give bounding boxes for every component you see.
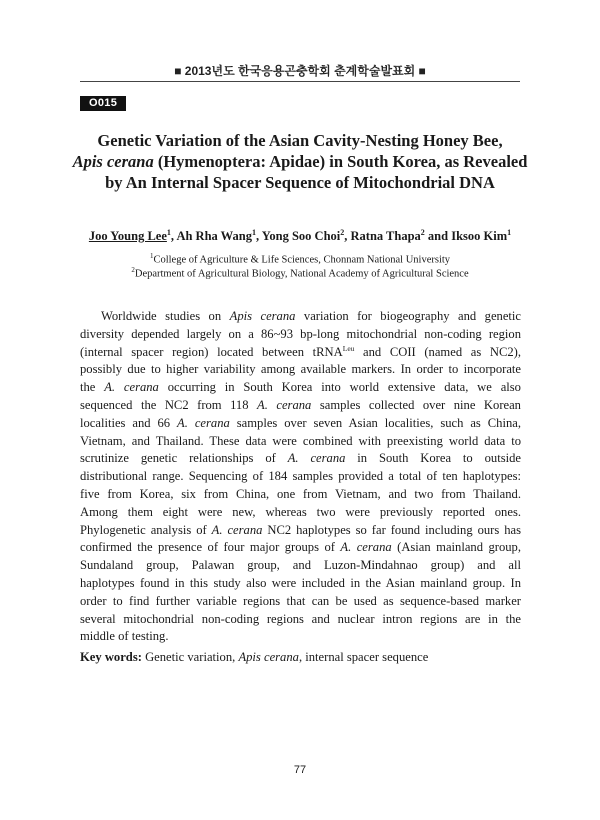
author [351,229,452,243]
species-italic: A. cerana [287,451,346,466]
species-italic: A. cerana [104,380,159,395]
species-italic: A. cerana [257,397,312,412]
abstract-line: Among them eight were new, whereas two were previously reported ones. [80,504,521,519]
title-line-1: Genetic Variation of the Asian Cavity-Nesting Honey Bee, [97,131,503,150]
abstract-line: Sundaland group, Palawan group, and Luzon-Mindahnao group) and all [80,558,521,573]
species-italic: Apis cerana [238,650,299,664]
species-italic: A. cerana [211,522,263,537]
affiliation-mark: 2 [131,266,135,274]
abstract-line: Phylogenetic analysis of A. cerana NC2 haplotypes so far found including ours has [80,522,521,537]
species-italic: A. cerana [177,415,230,430]
page-number: 77 [293,764,307,776]
author-name: Yong Soo Choi [261,229,341,244]
conference-header: ■ 2013년도 한국응용곤충학회 춘계학술발표회 ■ [174,64,426,78]
title-line-2 [70,151,530,172]
abstract-line: the A. cerana occurring in South Korea into world extensive data, we also [80,380,521,395]
author-name: Joo Young Lee [88,229,167,244]
author-name: Ah Rha Wang [176,229,252,244]
author-separator: , [344,229,351,244]
abstract-line: several mitochondrial non-coding regions and nuclear intron regions are in the [80,611,521,626]
abstract-line: possibly due to higher variability among available markers. In order to incorporate [80,362,521,377]
header-rule [80,81,520,82]
affiliation-2 [60,266,540,280]
affiliation-1 [60,252,540,266]
affiliation-mark: 1 [149,252,154,260]
abstract-line: distributional range. Sequencing of 184 samples provided a total of ten haplotypes: [80,469,521,484]
abstract-line: sequenced the NC2 from 118 A. cerana samples collected over nine Korean [80,397,521,412]
abstract-code-badge: O015 [80,96,126,111]
author-affiliation-mark: 1 [166,228,171,237]
title-species-italic: Apis cerana [72,152,154,171]
abstract-body [80,308,521,646]
abstract-line: scrutinize genetic relationships of A. cerana in South Korea to outside [80,451,521,466]
author [176,229,261,243]
abstract-line: diversity depended largely on a 86~93 bp-long mitochondrial non-coding region [80,326,521,341]
abstract-line: Vietnam, and Thailand. These data were combined with preexisting world data to [80,433,521,448]
abstract-line: localities and 66 A. cerana samples over seven Asian localities, such as China, [80,415,521,430]
title-line-3: by An Internal Spacer Sequence of Mitochondrial DNA [105,173,495,192]
author-affiliation-mark: 1 [251,228,256,237]
author-affiliation-mark: 2 [340,228,345,237]
author-affiliation-mark: 2 [420,228,425,237]
author [89,229,177,243]
species-italic: A. cerana [340,540,392,555]
author-name: Iksoo Kim [451,229,508,244]
affiliation-text: Department of Agricultural Biology, National Academy of Agricultural Science [134,268,469,280]
author-name: Ratna Thapa [350,229,421,244]
author [262,229,351,243]
paper-title [70,130,530,193]
abstract-line: five from Korea, six from China, one from Vietnam, and two from Thailand. [80,486,521,501]
superscript-leu: Leu [342,343,355,353]
abstract-line: haplotypes found in this study also were included in the Asian mainland group. In [80,575,521,590]
keywords: Key words: Genetic variation, Apis cerana, internal spacer sequence [80,650,429,664]
species-italic: Apis cerana [229,309,296,323]
keywords-label: Key words: [80,650,142,664]
author-affiliation-mark: 1 [507,228,512,237]
affiliation-text: College of Agriculture & Life Sciences, Chonnam National University [153,254,451,266]
title-line-2-rest: (Hymenoptera: Apidae) in South Korea, as Revealed [153,152,528,171]
abstract-line: middle of testing. [80,629,169,644]
author-separator: and [424,229,452,244]
author-separator: , [170,229,177,244]
abstract-line: Worldwide studies on Apis cerana variation for biogeography and genetic [101,309,522,323]
abstract-line: order to find further variable regions that can be used as sequence-based marker [80,593,521,608]
author [451,229,511,243]
abstract-line: (internal spacer region) located between tRNA$^{Leu}$ and COII (named as NC2), [80,343,521,359]
author-separator: , [255,229,262,244]
author-list [60,228,540,244]
abstract-line: confirmed the presence of four major groups of A. cerana (Asian mainland group, [80,540,521,555]
